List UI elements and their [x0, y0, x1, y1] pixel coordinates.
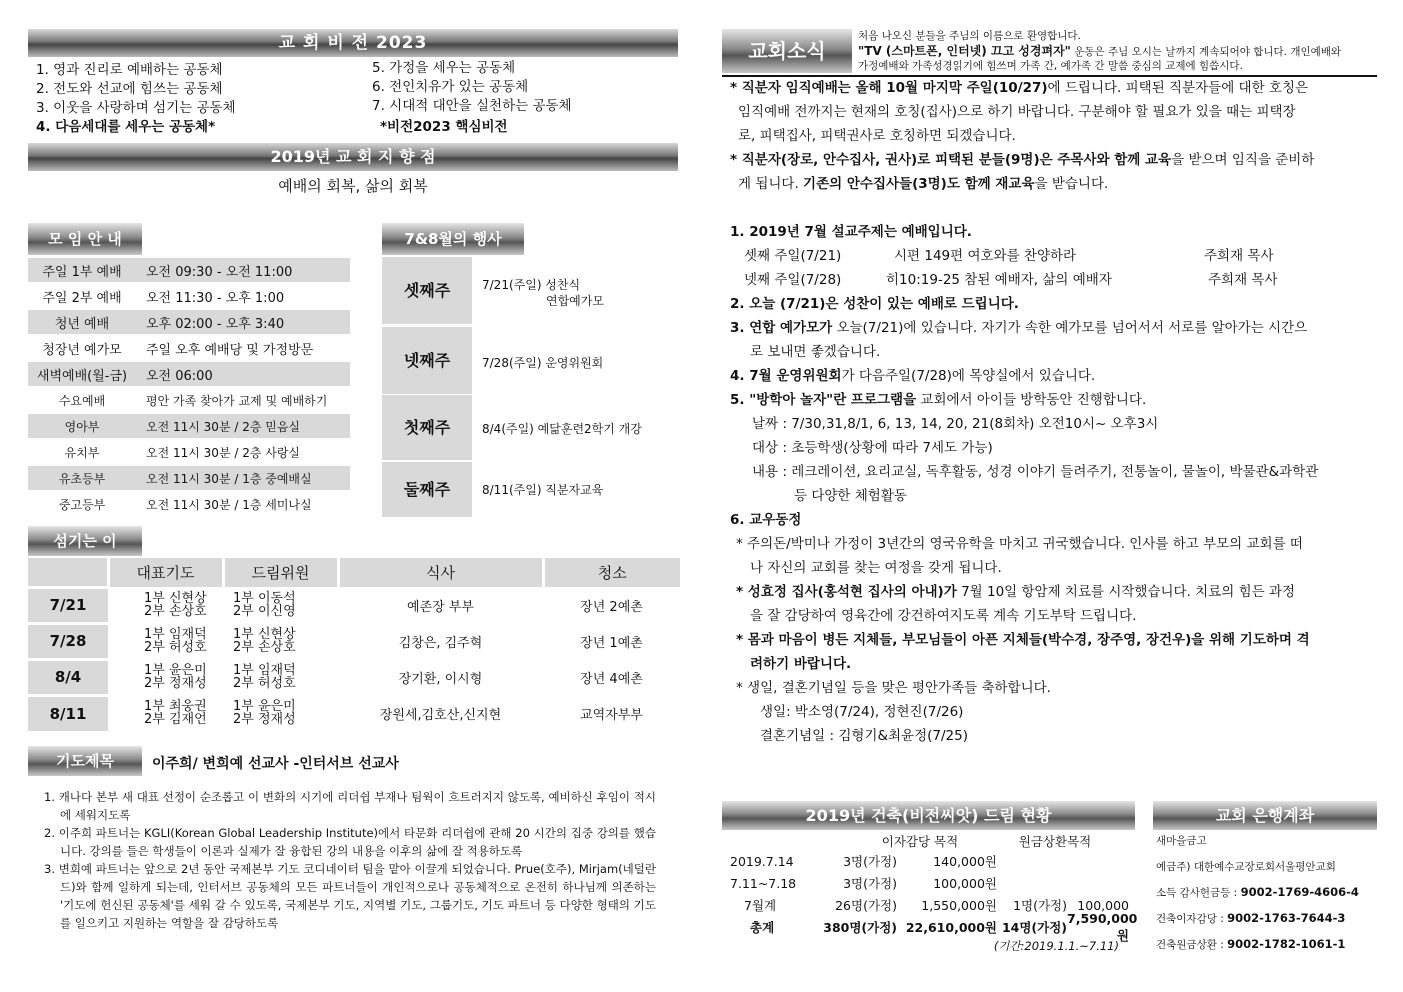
event-week: 넷째주	[382, 327, 472, 394]
header-clean: 청소	[543, 558, 680, 587]
news-body	[730, 76, 1370, 748]
server-prayer: 1부 임재덕 2부 허성호	[144, 627, 207, 655]
meeting-time: 오전 06:00	[146, 368, 213, 384]
meeting-name: 청장년 예가모	[42, 342, 122, 358]
server-date: 7/28	[28, 623, 108, 659]
server-clean: 장년 1예촌	[580, 635, 643, 651]
event-week: 둘째주	[382, 462, 472, 517]
meeting-row	[28, 388, 350, 412]
meeting-row	[28, 284, 350, 308]
notice-sermon-theme: 1. 2019년 7월 설교주제는 예배입니다.	[730, 224, 972, 240]
server-meal: 장원세,김호산,신지현	[379, 707, 502, 723]
servers-table-header	[28, 558, 680, 587]
notice-education: * 직분자(장로, 안수집사, 권사)로 피택된 분들(9명)은 주목사와 함께 교육을 받으며 임직을 준비하 게 됩니다. 기존의 안수집사들(3명)도 함께 재교육을 받습니다.	[730, 152, 1315, 192]
meeting-time: 주일 오후 예배당 및 가정방문	[146, 342, 314, 358]
header-meal: 식사	[338, 558, 543, 587]
welcome-line: "TV (스마트폰, 인터넷) 끄고 성경펴자" 운동은 주님 오시는 날까지 계속되어야 합니다. 개인예배와	[858, 43, 1342, 58]
account-line: 건축이자감당 : 9002-1763-7644-3	[1156, 911, 1346, 925]
meeting-name: 수요예배	[58, 393, 106, 408]
direction-header: 2019년 교 회 지 향 점	[28, 143, 678, 171]
event-text-sub: 연합예가모	[546, 294, 604, 308]
account-holder: 예금주) 대한예수교장로회서울평안교회	[1156, 861, 1336, 873]
vision-core-note: *비전2023 핵심비전	[380, 119, 508, 135]
building-row: 7월계 26명(가정) 1,550,000원 1명(가정) 100,000	[744, 897, 1129, 913]
server-meal: 장기환, 이시형	[398, 671, 483, 687]
meeting-row	[28, 310, 350, 334]
meeting-time: 오전 11시 30분 / 1층 세미나실	[146, 497, 312, 512]
vision-header: 교 회 비 전 2023	[28, 29, 678, 57]
server-dream: 1부 윤은미 2부 정재성	[233, 699, 296, 727]
news-header: 교회소식	[722, 29, 852, 73]
meeting-name: 유초등부	[58, 471, 106, 486]
account-header: 교회 은행계좌	[1153, 801, 1377, 830]
notice-yegamo: 3. 연합 예가모가 오늘(7/21)에 있습니다. 자기가 속한 예가모를 넘어서서 서로를 알아가는 시간으 로 보내면 좋겠습니다.	[730, 320, 1308, 360]
meeting-time: 오후 02:00 - 오후 3:40	[146, 316, 285, 332]
meeting-row	[28, 362, 350, 386]
welcome-line: 가정예배와 가족성경읽기에 힘쓰며 가족 간, 예가족 간 말씀 중심의 교제에 힘씁시다.	[858, 60, 1243, 72]
meeting-time: 오전 11시 30분 / 1층 중예배실	[146, 471, 312, 486]
account-line: 소득 감사헌금등 : 9002-1769-4606-4	[1156, 885, 1359, 899]
sermon-row: 넷째 주일(7/28) 히10:19-25 참된 예배자, 삶의 예배자 주희재 목사	[744, 272, 1278, 288]
notice-program: 5. "방학아 놀자"란 프로그램을 교회에서 아이들 방학동안 진행합니다. 날짜 : 7/30,31,8/1, 6, 13, 14, 20, 21(8회차) 오전10시~ 오후3시 대상 : 초등학생(상황에 따라 7세도 가능) 내용 : 레크레이션, 요리교실, 독후활동, 성경 이야기 들려주기, 전통놀이, 물놀이, 박물관&과학관 등 다양한 체험활동	[730, 392, 1319, 504]
prayer-item: 1. 캐나다 본부 새 대표 선정이 순조롭고 이 변화의 시기에 리더쉽 부재나 팀웍이 흐트러지지 않도록, 예비하신 후임이 적시에 세워지도록	[44, 790, 656, 822]
server-clean: 장년 2예촌	[580, 599, 643, 615]
event-text: 8/11(주일) 직분자교육	[482, 483, 604, 497]
vision-item: 5. 가정을 세우는 공동체	[372, 60, 516, 76]
building-head-row: 이자감당 목적 원금상환목적	[881, 834, 1092, 849]
building-total-row: 총계 380명(가정) 22,610,000원 14명(가정) 7,590,000원	[750, 910, 1138, 943]
server-clean: 교역자부부	[580, 707, 643, 723]
meeting-row	[28, 414, 350, 438]
meeting-name: 중고등부	[58, 497, 106, 512]
server-meal: 예존장 부부	[407, 599, 474, 615]
building-row: 2019.7.14 3명(가정) 140,000원	[730, 853, 997, 869]
building-period: (기간:2019.1.1.~7.11)	[993, 939, 1119, 953]
meeting-time: 오전 11:30 - 오후 1:00	[146, 290, 285, 306]
vision-item: 1. 영과 진리로 예배하는 공동체	[36, 62, 223, 78]
meeting-row	[28, 258, 350, 282]
servers-table	[28, 558, 680, 731]
account-line: 건축원금상환 : 9002-1782-1061-1	[1156, 937, 1346, 951]
prayer-item: 3. 변희예 파트너는 앞으로 2년 동안 국제본부 기도 코디네이터 팀을 맡아 이끌게 되었습니다. Prue(호주), Mirjam(네덜란드)와 함께 일하게 되는데, 인터서브 공동체의 모든 파트너들이 개인적으로나 공동체적으로 온전히 하나님께 의존하는 '기도에 헌신된 공동체'를 세워 갈 수 있도록, 국제본부 기도, 지역별 기도, 그룹기도, 기도 파트너 등 다양한 형태의 기도를 일으키고 지원하는 역할을 잘 감당하도록	[44, 862, 656, 930]
prayer-list	[44, 788, 656, 932]
notice-ordination: * 직분자 임직예배는 올해 10월 마지막 주일(10/27)에 드립니다. 피택된 직분자들에 대한 호칭은 임직예배 전까지는 현재의 호칭(집사)으로 하기 바랍니다. 구분해야 할 필요가 있을 때는 피택장 로, 피택집사, 피택권사로 호칭하면 되겠습니다.	[730, 80, 1309, 144]
meeting-name: 유치부	[64, 445, 100, 460]
meeting-name: 영아부	[64, 419, 100, 434]
meeting-name: 새벽예배(월-금)	[36, 368, 128, 384]
event-week: 셋째주	[382, 257, 472, 324]
header-dream: 드림위원	[223, 558, 338, 587]
meeting-row	[28, 466, 350, 490]
vision-item-core: 4. 다음세대를 세우는 공동체*	[36, 119, 216, 135]
event-text: 7/21(주일) 성찬식	[482, 278, 581, 292]
meeting-time: 평안 가족 찾아가 교제 및 예배하기	[146, 393, 328, 408]
member-news: * 주의돈/박미나 가정이 3년간의 영국유학을 마치고 귀국했습니다. 인사를 하고 부모의 교회를 떠 나 자신의 교회를 찾는 여정을 갖게 됩니다. * 성효정 집사(홍석현 집사의 아내)가 7월 10일 항암제 치료를 시작했습니다. 치료의 힘든 과정 을 잘 감당하여 영육간에 강건하여지도록 계속 기도부탁 드립니다. * 몸과 마음이 병든 지체들, 부모님들이 아픈 지체들(박수경, 장주영, 장건우)을 위해 기도하며 격 려하기 바랍니다. * 생일, 결혼기념일 등을 맞은 평안가족들 축하합니다. 생일: 박소영(7/24), 정현진(7/26) 결혼기념일 : 김형기&최윤정(7/25)	[736, 536, 1310, 744]
meeting-row	[28, 440, 350, 464]
notice-communion: 2. 오늘 (7/21)은 성찬이 있는 예배로 드립니다.	[730, 296, 1019, 312]
notice-committee: 4. 7월 운영위원회가 다음주일(7/28)에 목양실에서 있습니다.	[730, 368, 1096, 384]
server-clean: 장년 4예촌	[580, 671, 643, 687]
meeting-time: 오전 11시 30분 / 2층 믿음실	[146, 419, 301, 434]
servers-row	[28, 659, 680, 695]
meeting-row	[28, 492, 350, 516]
meeting-row	[28, 336, 350, 360]
vision-item: 6. 전인치유가 있는 공동체	[372, 79, 529, 95]
building-row: 7.11~7.18 3명(가정) 100,000원	[730, 875, 997, 891]
server-prayer: 1부 최웅권 2부 김재언	[144, 699, 207, 727]
vision-right-list	[372, 59, 672, 137]
vision-item: 3. 이웃을 사랑하며 섬기는 공동체	[36, 100, 236, 116]
building-table	[722, 832, 1138, 954]
meeting-name: 주일 1부 예배	[42, 264, 122, 280]
meeting-time: 오전 11시 30분 / 2층 사랑실	[146, 445, 301, 460]
meeting-name: 청년 예배	[54, 316, 110, 332]
event-text: 7/28(주일) 운영위원회	[482, 356, 604, 370]
events-header: 7&8월의 행사	[382, 223, 524, 255]
server-date: 8/4	[28, 659, 108, 695]
server-dream: 1부 이동석 2부 이신영	[233, 591, 296, 619]
servers-row	[28, 695, 680, 731]
notice-members: 6. 교우동정	[730, 512, 802, 528]
meetings-header: 모 임 안 내	[28, 223, 142, 255]
prayer-item: 2. 이주희 파트너는 KGLI(Korean Global Leadership Institute)에서 타문화 리더쉽에 관해 20 시간의 집중 강의를 했습니다. 강의를 들은 학생들이 이론과 실제가 잘 융합된 강의 내용을 이후의 삶에 잘 적용하도록	[44, 826, 656, 858]
prayer-header: 기도제목	[28, 746, 142, 776]
server-dream: 1부 임재덕 2부 허성호	[233, 663, 296, 691]
account-bank: 새마을금고	[1156, 835, 1207, 847]
sermon-row: 셋째 주일(7/21) 시편 149편 여호와를 찬양하라 주희재 목사	[744, 248, 1274, 264]
servers-row	[28, 623, 680, 659]
meeting-time: 오전 09:30 - 오전 11:00	[146, 264, 293, 280]
vision-left-list	[36, 61, 356, 137]
event-text: 8/4(주일) 예닮훈련2학기 개강	[482, 422, 642, 436]
server-prayer: 1부 신현상 2부 손상호	[144, 591, 207, 619]
servers-row	[28, 587, 680, 623]
account-info	[1156, 833, 1376, 963]
server-date: 7/21	[28, 587, 108, 623]
server-prayer: 1부 윤은미 2부 정재성	[144, 663, 207, 691]
direction-text: 예배의 회복, 삶의 회복	[278, 177, 428, 195]
server-dream: 1부 신현상 2부 손상호	[233, 627, 296, 655]
server-date: 8/11	[28, 695, 108, 731]
welcome-line: 처음 나오신 분들을 주님의 이름으로 환영합니다.	[858, 30, 1081, 42]
building-header: 2019년 건축(비전씨앗) 드림 현황	[722, 801, 1135, 830]
server-meal: 김창은, 김주혁	[398, 635, 483, 651]
vision-item: 7. 시대적 대안을 실천하는 공동체	[372, 98, 572, 114]
servers-header: 섬기는 이	[28, 526, 142, 556]
prayer-subtitle: 이주희/ 변희예 선교사 -인터서브 선교사	[152, 756, 399, 772]
header-prayer: 대표기도	[108, 558, 223, 587]
event-week: 첫째주	[382, 395, 472, 460]
vision-item: 2. 전도와 선교에 힘쓰는 공동체	[36, 81, 223, 97]
news-welcome	[858, 29, 1373, 74]
meeting-name: 주일 2부 예배	[42, 290, 122, 306]
